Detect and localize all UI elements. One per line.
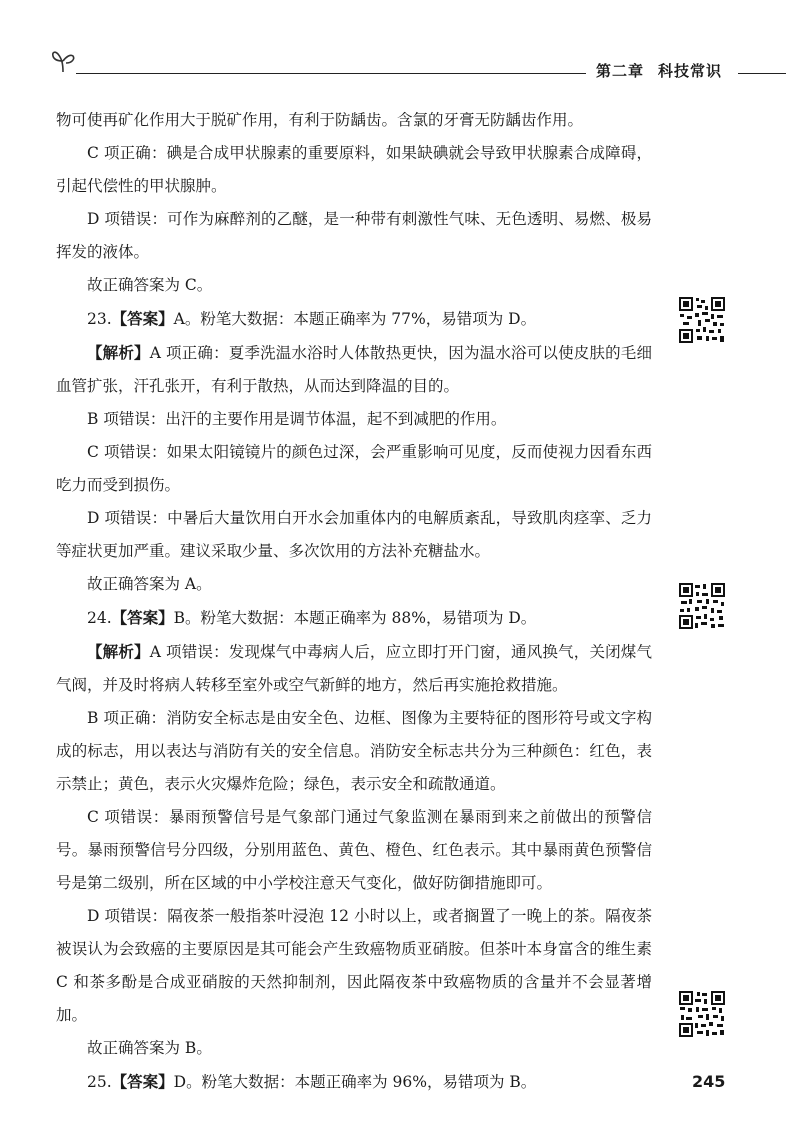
q23-analysis-text: A 项正确：夏季洗温水浴时人体散热更快，因为温水浴可以使皮肤的毛细血管扩张，汗孔张开，有利于散热，从而达到降温的目的。 xyxy=(56,344,652,395)
q24-answer-line xyxy=(56,601,652,635)
header-rule-right xyxy=(738,73,786,74)
q24-number: 24. xyxy=(87,609,112,627)
qr-code-icon[interactable] xyxy=(678,990,726,1038)
page-number: 245 xyxy=(692,1072,726,1091)
q25-answer-line xyxy=(56,1065,652,1099)
paragraph: 故正确答案为 A。 xyxy=(87,575,212,593)
paragraph: B 项错误：出汗的主要作用是调节体温，起不到减肥的作用。 xyxy=(87,410,507,428)
paragraph: 故正确答案为 B。 xyxy=(87,1039,212,1057)
leaf-icon xyxy=(50,48,76,74)
page-header xyxy=(0,0,800,90)
chapter-number: 第二章 xyxy=(596,62,645,80)
paragraph: B 项正确：消防安全标志是由安全色、边框、图像为主要特征的图形符号或文字构成的标志，用以表达与消防有关的安全信息。消防安全标志共分为三种颜色：红色，表示禁止；黄色，表示火灾爆炸危险；绿色，表示安全和疏散通道。 xyxy=(56,709,652,793)
analysis-tag: 【解析】 xyxy=(87,343,150,362)
header-rule-left xyxy=(76,73,586,74)
answer-tag: 【答案】 xyxy=(111,608,174,627)
chapter-title xyxy=(596,60,736,81)
chapter-section: 科技常识 xyxy=(658,62,723,80)
answer-tag: 【答案】 xyxy=(111,309,174,328)
paragraph: D 项错误：中暑后大量饮用白开水会加重体内的电解质紊乱，导致肌肉痉挛、乏力等症状更加严重。建议采取少量、多次饮用的方法补充糖盐水。 xyxy=(56,509,652,560)
qr-code-icon[interactable] xyxy=(678,582,726,630)
q25-number: 25. xyxy=(87,1073,112,1091)
q23-analysis xyxy=(56,336,652,403)
q25-answer-text: D。粉笔大数据：本题正确率为 96%，易错项为 B。 xyxy=(173,1073,537,1091)
paragraph: C 项错误：如果太阳镜镜片的颜色过深，会严重影响可见度，反而使视力因看东西吃力而受到损伤。 xyxy=(56,443,652,494)
paragraph: C 项正确：碘是合成甲状腺素的重要原料，如果缺碘就会导致甲状腺素合成障碍，引起代偿性的甲状腺肿。 xyxy=(56,144,652,195)
q23-number: 23. xyxy=(87,310,112,328)
page-body xyxy=(56,104,652,1099)
analysis-tag: 【解析】 xyxy=(87,642,150,661)
q23-answer-line xyxy=(56,302,652,336)
paragraph: D 项错误：可作为麻醉剂的乙醚，是一种带有刺激性气味、无色透明、易燃、极易挥发的液体。 xyxy=(56,210,652,261)
paragraph: 故正确答案为 C。 xyxy=(87,276,213,294)
q24-answer-text: B。粉笔大数据：本题正确率为 88%，易错项为 D。 xyxy=(173,609,537,627)
paragraph: C 项错误：暴雨预警信号是气象部门通过气象监测在暴雨到来之前做出的预警信号。暴雨预警信号分四级，分别用蓝色、黄色、橙色、红色表示。其中暴雨黄色预警信号是第二级别，所在区域的中小学校注意天气变化，做好防御措施即可。 xyxy=(56,808,652,892)
q24-analysis xyxy=(56,635,652,702)
q23-answer-text: A。粉笔大数据：本题正确率为 77%，易错项为 D。 xyxy=(173,310,537,328)
paragraph: D 项错误：隔夜茶一般指茶叶浸泡 12 小时以上，或者搁置了一晚上的茶。隔夜茶被误认为会致癌的主要原因是其可能会产生致癌物质亚硝胺。但茶叶本身富含的维生素 C 和茶多酚是合成亚硝胺的天然抑制剂，因此隔夜茶中致癌物质的含量并不会显著增加。 xyxy=(56,907,652,1024)
qr-code-icon[interactable] xyxy=(678,296,726,344)
paragraph: 物可使再矿化作用大于脱矿作用，有利于防龋齿。含氯的牙膏无防龋齿作用。 xyxy=(56,111,584,129)
answer-tag: 【答案】 xyxy=(111,1072,174,1091)
q24-analysis-text: A 项错误：发现煤气中毒病人后，应立即打开门窗，通风换气，关闭煤气气阀，并及时将病人转移至室外或空气新鲜的地方，然后再实施抢救措施。 xyxy=(56,643,652,694)
